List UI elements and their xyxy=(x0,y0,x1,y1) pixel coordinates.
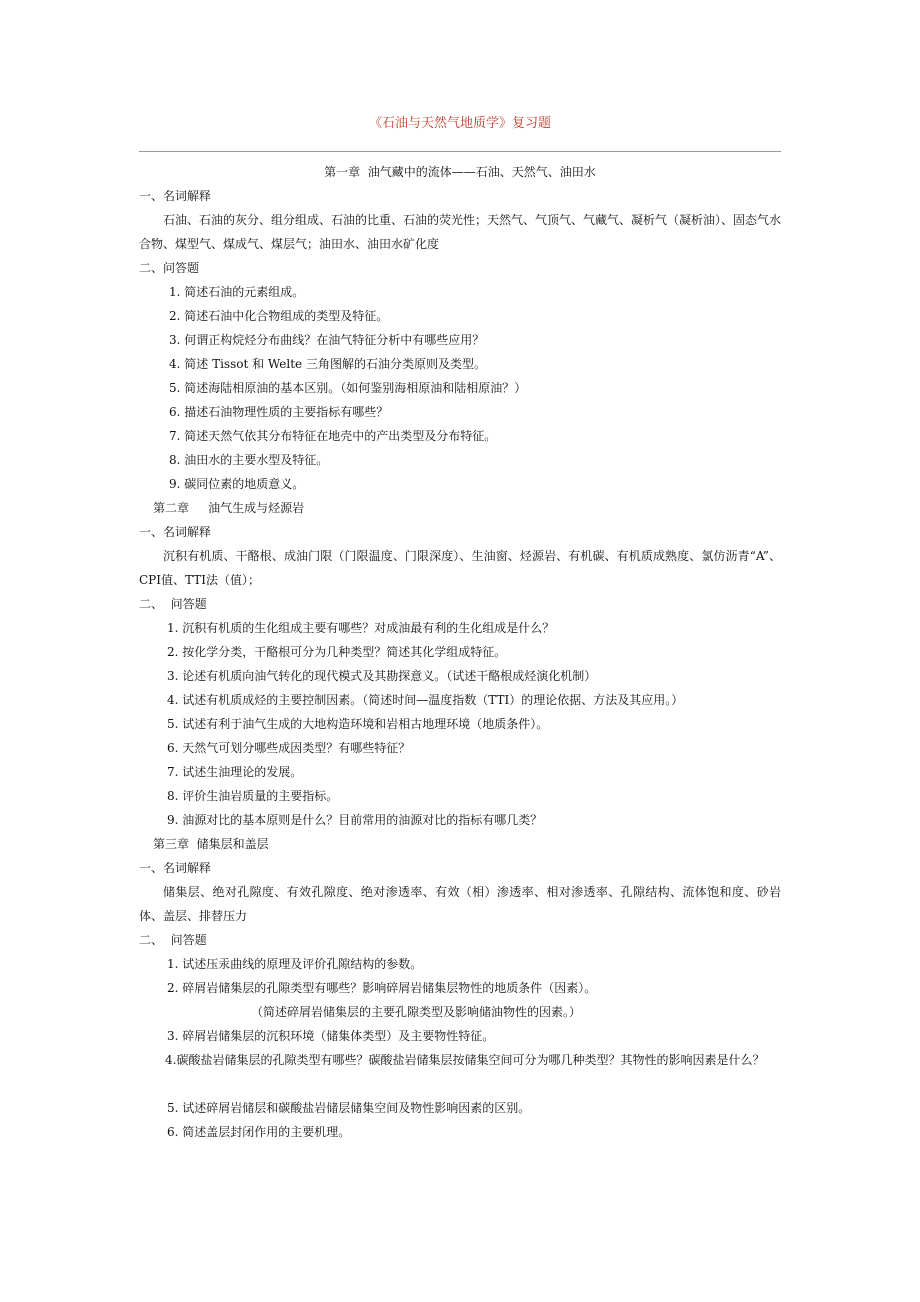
chapter-2-question: 1. 沉积有机质的生化组成主要有哪些？对成油最有利的生化组成是什么？ xyxy=(167,621,555,635)
chapter-3-terms-title: 一、名词解释 xyxy=(139,861,212,875)
chapter-3-heading: 第三章 储集层和盖层 xyxy=(153,837,269,851)
chapter-2-question: 7. 试述生油理论的发展。 xyxy=(167,765,303,779)
title-divider xyxy=(139,151,781,152)
chapter-2-heading: 第二章 油气生成与烃源岩 xyxy=(153,501,305,515)
chapter-3-qa-title: 二、 问答题 xyxy=(139,933,207,947)
chapter-2-question: 4. 试述有机质成烃的主要控制因素。（简述时间—温度指数（TTI）的理论依据、方法及其应用。） xyxy=(167,693,684,707)
chapter-2-question: 5. 试述有利于油气生成的大地构造环境和岩相古地理环境（地质条件）。 xyxy=(167,717,549,731)
chapter-1-question: 3. 何谓正构烷烃分布曲线？在油气特征分析中有哪些应用？ xyxy=(169,333,485,347)
chapter-1-terms: 石油、石油的灰分、组分组成、石油的比重、石油的荧光性；天然气、气顶气、气藏气、凝析气（凝析油）、固态气水合物、煤型气、煤成气、煤层气；油田水、油田水矿化度 xyxy=(139,213,781,251)
chapter-1-qa-title: 二、问答题 xyxy=(139,261,200,275)
chapter-2-question: 9. 油源对比的基本原则是什么？目前常用的油源对比的指标有哪几类？ xyxy=(167,813,543,827)
chapter-3-question: 2. 碎屑岩储集层的孔隙类型有哪些？影响碎屑岩储集层物性的地质条件（因素）。 xyxy=(167,981,597,995)
document-title: 《石油与天然气地质学》复习题 xyxy=(368,116,551,131)
chapter-1-question: 6. 描述石油物理性质的主要指标有哪些？ xyxy=(169,405,389,419)
chapter-1-question: 8. 油田水的主要水型及特征。 xyxy=(169,453,329,467)
chapter-2-terms-title: 一、名词解释 xyxy=(139,525,212,539)
document-body xyxy=(139,160,781,1144)
chapter-3-question-note: （简述碎屑岩储集层的主要孔隙类型及影响储油物性的因素。） xyxy=(251,1005,582,1019)
chapter-1-question: 5. 简述海陆相原油的基本区别。（如何鉴别海相原油和陆相原油？） xyxy=(169,381,527,395)
chapter-3-question: 1. 试述压汞曲线的原理及评价孔隙结构的参数。 xyxy=(167,957,423,971)
chapter-2-question: 8. 评价生油岩质量的主要指标。 xyxy=(167,789,339,803)
chapter-1-question: 2. 简述石油中化合物组成的类型及特征。 xyxy=(169,309,389,323)
chapter-1-question: 4. 简述 Tissot 和 Welte 三角图解的石油分类原则及类型。 xyxy=(169,357,486,371)
chapter-2-terms: 沉积有机质、干酪根、成油门限（门限温度、门限深度）、生油窗、烃源岩、有机碳、有机质成熟度、氯仿沥青“A”、CPI值、TTI法（值）； xyxy=(139,549,781,587)
chapter-3-question: 3. 碎屑岩储集层的沉积环境（储集体类型）及主要物性特征。 xyxy=(167,1029,495,1043)
chapter-3-question: 6. 简述盖层封闭作用的主要机理。 xyxy=(167,1125,351,1139)
chapter-2-question: 2. 按化学分类，干酪根可分为几种类型？简述其化学组成特征。 xyxy=(167,645,507,659)
chapter-1-terms-title: 一、名词解释 xyxy=(139,189,212,203)
chapter-2-qa-title: 二、 问答题 xyxy=(139,597,207,611)
chapter-3-terms: 储集层、绝对孔隙度、有效孔隙度、绝对渗透率、有效（相）渗透率、相对渗透率、孔隙结构、流体饱和度、砂岩体、盖层、排替压力 xyxy=(139,885,781,923)
chapter-2-question: 6. 天然气可划分哪些成因类型？有哪些特征？ xyxy=(167,741,411,755)
chapter-2-question: 3. 论述有机质向油气转化的现代模式及其勘探意义。（试述干酪根成烃演化机制） xyxy=(167,669,597,683)
chapter-1-question: 1. 简述石油的元素组成。 xyxy=(169,285,305,299)
chapter-3-question: 5. 试述碎屑岩储层和碳酸盐岩储层储集空间及物性影响因素的区别。 xyxy=(167,1101,531,1115)
chapter-1-question: 9. 碳同位素的地质意义。 xyxy=(169,477,305,491)
chapter-1-heading: 第一章 油气藏中的流体——石油、天然气、油田水 xyxy=(324,165,596,179)
chapter-1-question: 7. 简述天然气依其分布特征在地壳中的产出类型及分布特征。 xyxy=(169,429,497,443)
chapter-3-question: 4.碳酸盐岩储集层的孔隙类型有哪些？碳酸盐岩储集层按储集空间可分为哪几种类型？其物性的影响因素是什么？ xyxy=(165,1053,765,1067)
